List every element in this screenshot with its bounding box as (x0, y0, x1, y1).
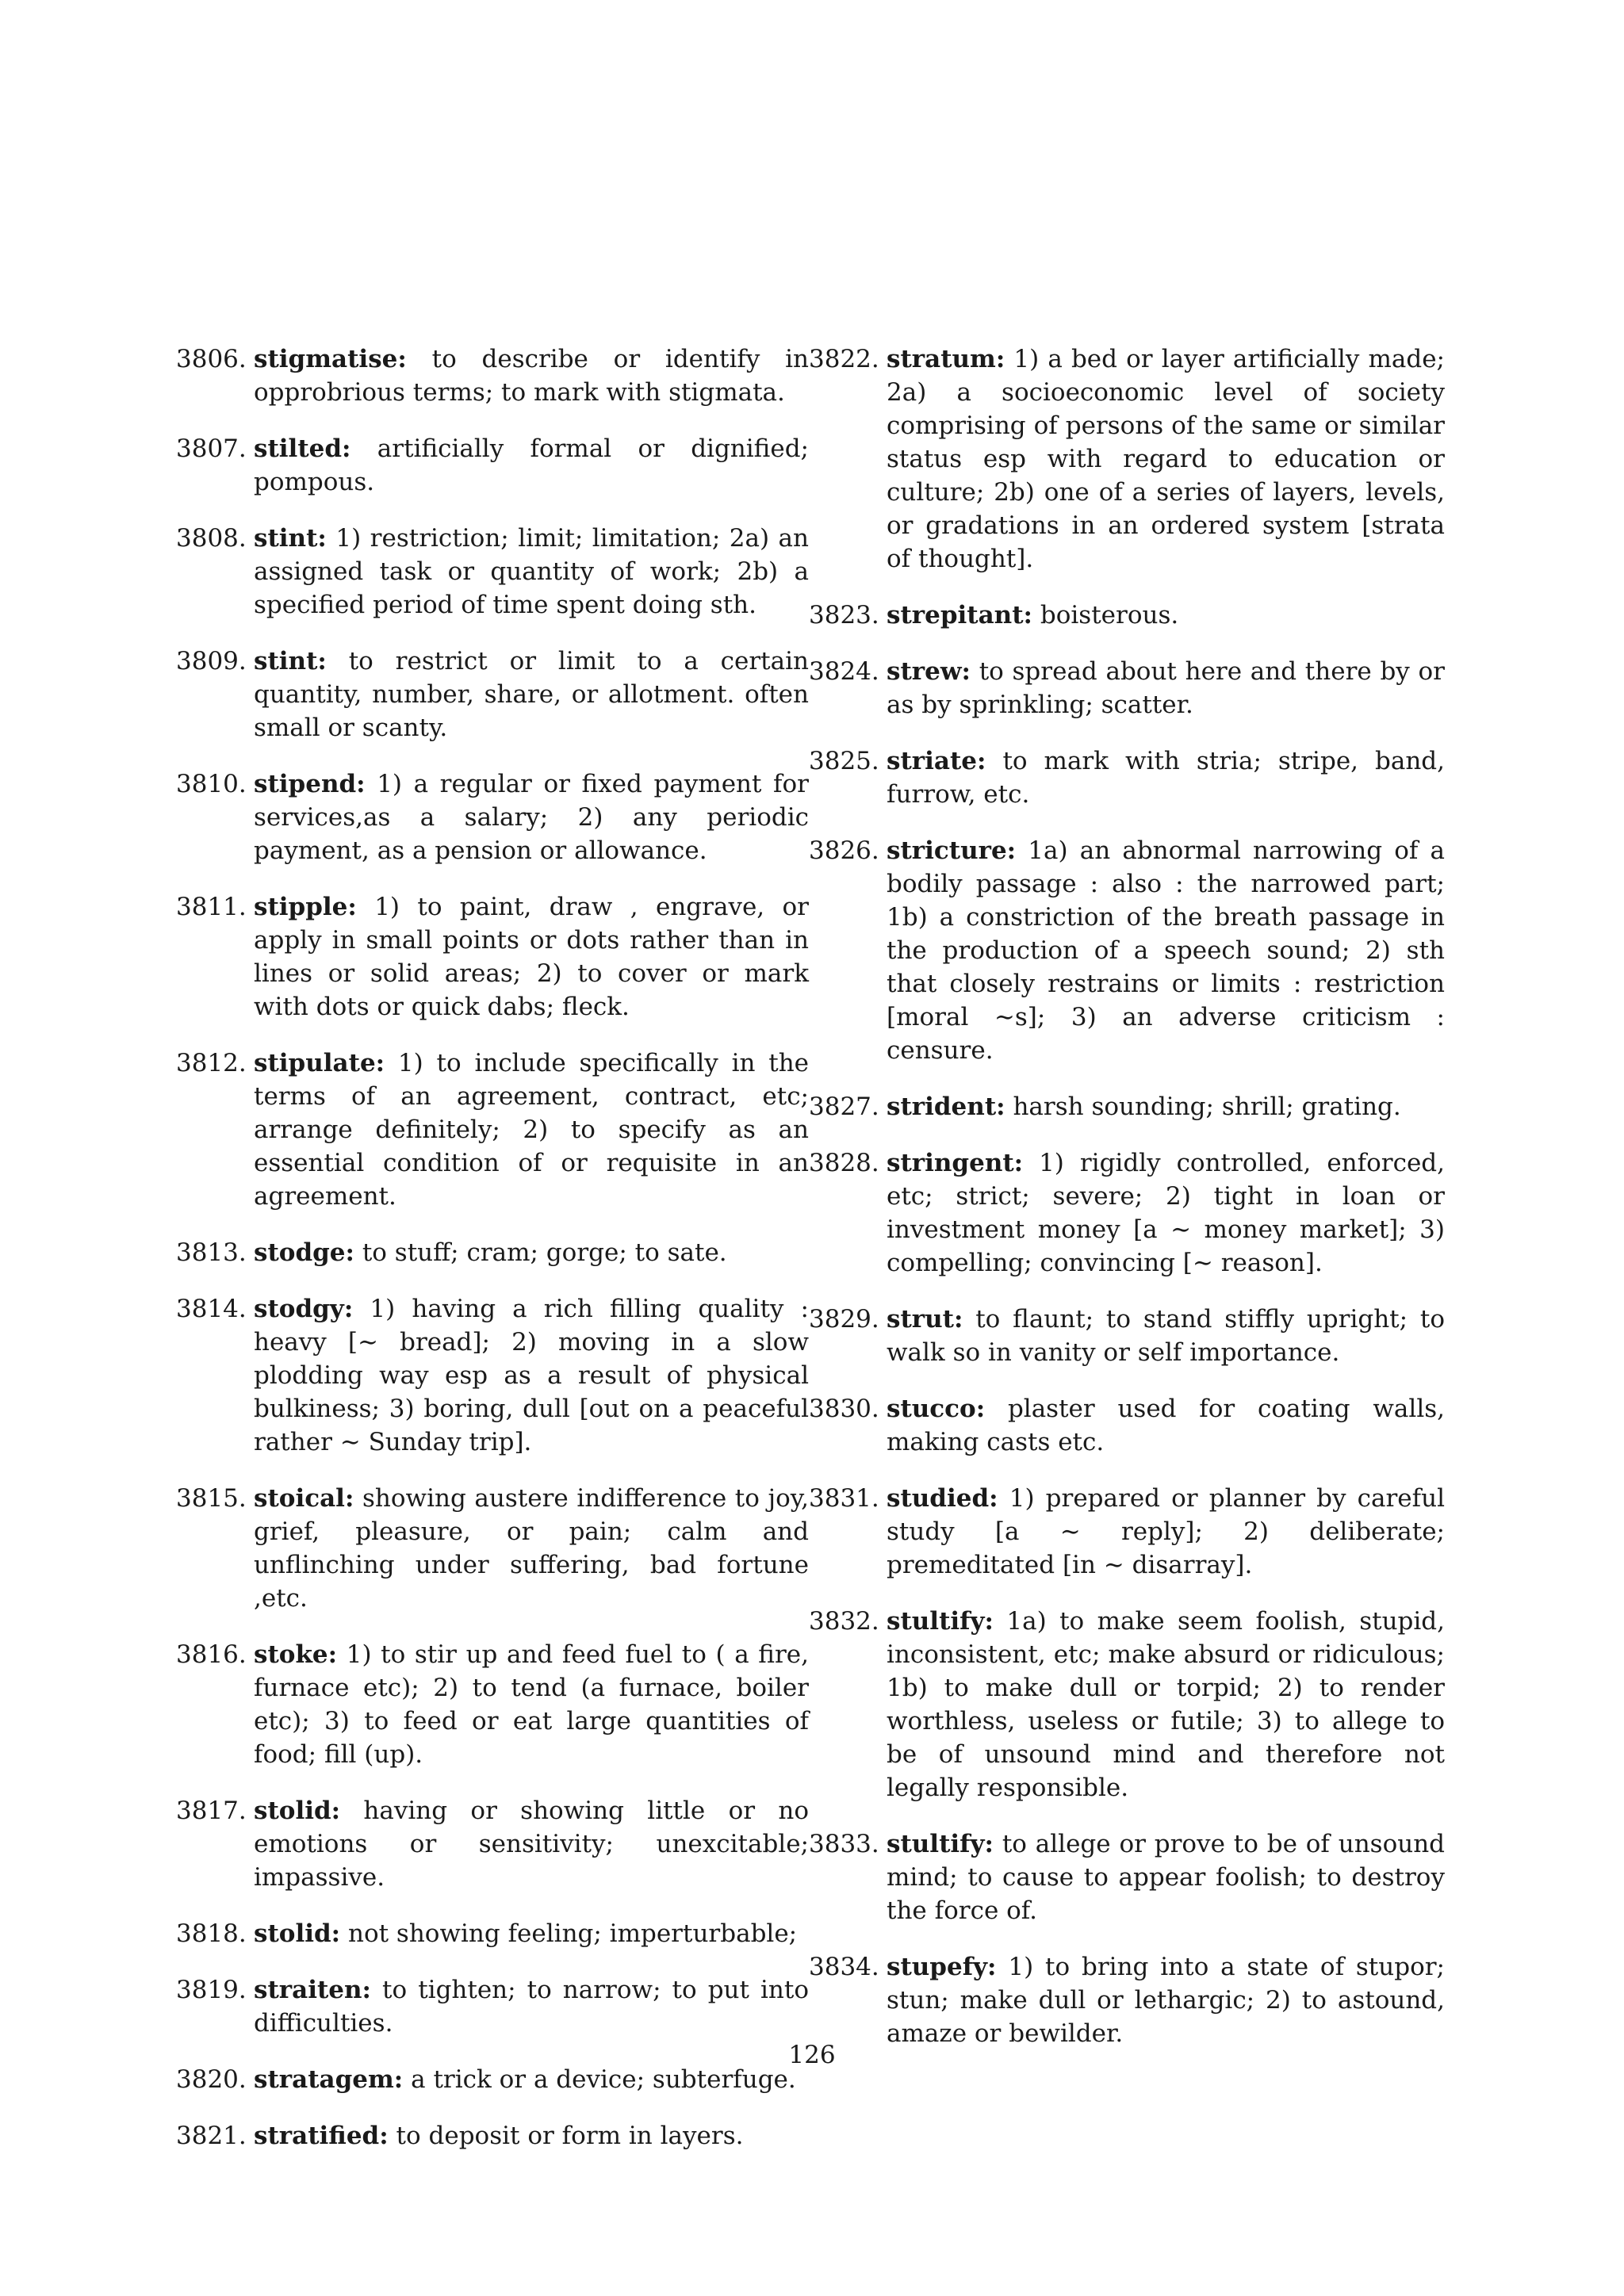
entry-number: 3810. (176, 770, 247, 798)
headword: stipend: (254, 770, 366, 798)
headword: stratagem: (254, 2065, 404, 2094)
entry-3830 (809, 1392, 1445, 1459)
definition: to stuff; cram; gorge; to sate. (362, 1238, 727, 1267)
headword: stultify: (887, 1607, 994, 1636)
definition: 1) rigidly controlled, enforced, etc; strict; severe; 2) tight in loan or investment money [a ∼ money market]; 3) compelling; convincing [∼ reason]. (887, 1149, 1445, 1277)
definition: 1) a regular or fixed payment for services,as a salary; 2) any periodic payment, as a pension or allowance. (254, 770, 810, 865)
entry-number: 3832. (809, 1607, 879, 1636)
entry-3833 (809, 1827, 1445, 1927)
entry-3810 (176, 767, 809, 867)
entry-number: 3807. (176, 434, 247, 463)
entry-3809 (176, 645, 809, 744)
entry-3821 (176, 2119, 809, 2152)
entry-number: 3809. (176, 647, 247, 675)
entry-number: 3818. (176, 1919, 247, 1948)
entry-number: 3812. (176, 1049, 247, 1077)
headword: stringent: (887, 1149, 1024, 1177)
definition: showing austere indifference to joy, grief, pleasure, or pain; calm and unflinching under suffering, bad fortune ,etc. (254, 1484, 809, 1613)
headword: stint: (254, 524, 327, 553)
right-column (809, 342, 1445, 2050)
entry-3817 (176, 1794, 809, 1894)
definition: 1) a bed or layer artificially made; 2a) a socioeconomic level of society comprising of persons of the same or similar status esp with regard to education or culture; 2b) one of a series of layers, levels, or gradations in an ordered system [strata of thought]. (887, 345, 1445, 573)
headword: stoke: (254, 1640, 338, 1669)
left-column (176, 342, 809, 2152)
headword: stoical: (254, 1484, 354, 1513)
definition: to flaunt; to stand stiffly upright; to walk so in vanity or self importance. (887, 1305, 1446, 1367)
entry-3814 (176, 1292, 809, 1459)
headword: stucco: (887, 1395, 986, 1423)
headword: stultify: (887, 1830, 994, 1858)
entry-3823 (809, 599, 1445, 632)
entry-3808 (176, 522, 809, 622)
definition: to tighten; to narrow; to put into difficulties. (254, 1976, 809, 2038)
definition: 1) prepared or planner by careful study [a ∼ reply]; 2) deliberate; premeditated [in ∼ disarray]. (887, 1484, 1446, 1579)
definition: plaster used for coating walls, making casts etc. (887, 1395, 1445, 1456)
entry-number: 3813. (176, 1238, 247, 1267)
entry-number: 3821. (176, 2122, 247, 2150)
headword: stint: (254, 647, 327, 675)
headword: strepitant: (887, 601, 1032, 629)
entry-number: 3833. (809, 1830, 879, 1858)
definition: to describe or identify in opprobrious terms; to mark with stigmata. (254, 345, 809, 407)
entry-3813 (176, 1236, 809, 1269)
entry-number: 3808. (176, 524, 247, 553)
headword: stupefy: (887, 1953, 997, 1981)
definition: to spread about here and there by or as by sprinkling; scatter. (887, 657, 1445, 719)
entry-3812 (176, 1047, 809, 1213)
headword: stipple: (254, 893, 357, 921)
definition: artificially formal or dignified; pompous. (254, 434, 809, 496)
headword: stolid: (254, 1919, 341, 1948)
entry-3819 (176, 1973, 809, 2040)
entry-3832 (809, 1605, 1445, 1804)
entry-number: 3831. (809, 1484, 879, 1513)
definition: harsh sounding; shrill; grating. (1013, 1093, 1401, 1121)
entry-3824 (809, 655, 1445, 721)
page-number: 126 (788, 2041, 836, 2069)
headword: stodgy: (254, 1295, 354, 1323)
entry-3827 (809, 1090, 1445, 1123)
entry-number: 3828. (809, 1149, 879, 1177)
definition: 1) having a rich filling quality : heavy [∼ bread]; 2) moving in a slow plodding way esp as a result of physical bulkiness; 3) boring, dull [out on a peaceful rather ∼ Sunday trip]. (254, 1295, 810, 1456)
definition: boisterous. (1040, 601, 1179, 629)
entry-number: 3819. (176, 1976, 247, 2004)
headword: stilted: (254, 434, 351, 463)
entry-number: 3811. (176, 893, 247, 921)
entry-number: 3825. (809, 747, 879, 775)
headword: studied: (887, 1484, 998, 1513)
headword: stodge: (254, 1238, 354, 1267)
headword: strut: (887, 1305, 963, 1334)
definition: 1) to bring into a state of stupor; stun; make dull or lethargic; 2) to astound, amaze or bewilder. (887, 1953, 1445, 2048)
entry-number: 3826. (809, 836, 879, 865)
headword: striate: (887, 747, 986, 775)
entry-3818 (176, 1917, 809, 1950)
definition: to deposit or form in layers. (396, 2122, 744, 2150)
entry-number: 3806. (176, 345, 247, 373)
headword: stipulate: (254, 1049, 385, 1077)
definition: to restrict or limit to a certain quantity, number, share, or allotment. often small or scanty. (254, 647, 809, 742)
entry-3807 (176, 432, 809, 499)
entry-number: 3824. (809, 657, 879, 686)
entry-number: 3816. (176, 1640, 247, 1669)
headword: strident: (887, 1093, 1005, 1121)
headword: stricture: (887, 836, 1017, 865)
entry-3826 (809, 834, 1445, 1067)
definition: to allege or prove to be of unsound mind; to cause to appear foolish; to destroy the force of. (887, 1830, 1446, 1925)
entry-number: 3817. (176, 1797, 247, 1825)
definition: a trick or a device; subterfuge. (411, 2065, 796, 2094)
entry-number: 3834. (809, 1953, 879, 1981)
definition: 1) to stir up and feed fuel to ( a fire, furnace etc); 2) to tend (a furnace, boiler etc); 3) to feed or eat large quantities of food; fill (up). (254, 1640, 809, 1769)
entry-3815 (176, 1482, 809, 1615)
headword: stigmatise: (254, 345, 407, 373)
entry-3829 (809, 1303, 1445, 1369)
headword: stratum: (887, 345, 1005, 373)
definition: 1) to include specifically in the terms of an agreement, contract, etc; arrange definitely; 2) to specify as an essential condition of or requisite in an agreement. (254, 1049, 810, 1211)
entry-3806 (176, 342, 809, 409)
definition: 1) restriction; limit; limitation; 2a) an assigned task or quantity of work; 2b) a specified period of time spent doing sth. (254, 524, 809, 619)
entry-number: 3829. (809, 1305, 879, 1334)
headword: stratified: (254, 2122, 389, 2150)
entry-3822 (809, 342, 1445, 576)
headword: straiten: (254, 1976, 371, 2004)
entry-3811 (176, 890, 809, 1024)
entry-number: 3827. (809, 1093, 879, 1121)
definition: having or showing little or no emotions or sensitivity; unexcitable; impassive. (254, 1797, 809, 1892)
definition: not showing feeling; imperturbable; (347, 1919, 798, 1948)
entry-3825 (809, 744, 1445, 811)
entry-number: 3815. (176, 1484, 247, 1513)
entry-3816 (176, 1638, 809, 1771)
definition: to mark with stria; stripe, band, furrow, etc. (887, 747, 1445, 809)
entry-3834 (809, 1950, 1445, 2050)
entry-number: 3823. (809, 601, 879, 629)
definition: 1a) to make seem foolish, stupid, inconsistent, etc; make absurd or ridiculous; 1b) to make dull or torpid; 2) to render worthless, useless or futile; 3) to allege to be of unsound mind and therefore not legally responsible. (887, 1607, 1445, 1802)
headword: strew: (887, 657, 971, 686)
entry-3828 (809, 1146, 1445, 1280)
entry-3831 (809, 1482, 1445, 1582)
entry-number: 3820. (176, 2065, 247, 2094)
definition: 1a) an abnormal narrowing of a bodily passage : also : the narrowed part; 1b) a constriction of the breath passage in the production of a speech sound; 2) sth that closely restrains or limits : restriction [moral ∼s]; 3) an adverse criticism : censure. (887, 836, 1445, 1065)
definition: 1) to paint, draw , engrave, or apply in small points or dots rather than in lines or solid areas; 2) to cover or mark with dots or quick dabs; fleck. (254, 893, 809, 1021)
entry-number: 3814. (176, 1295, 247, 1323)
entry-number: 3822. (809, 345, 879, 373)
entry-number: 3830. (809, 1395, 879, 1423)
headword: stolid: (254, 1797, 341, 1825)
